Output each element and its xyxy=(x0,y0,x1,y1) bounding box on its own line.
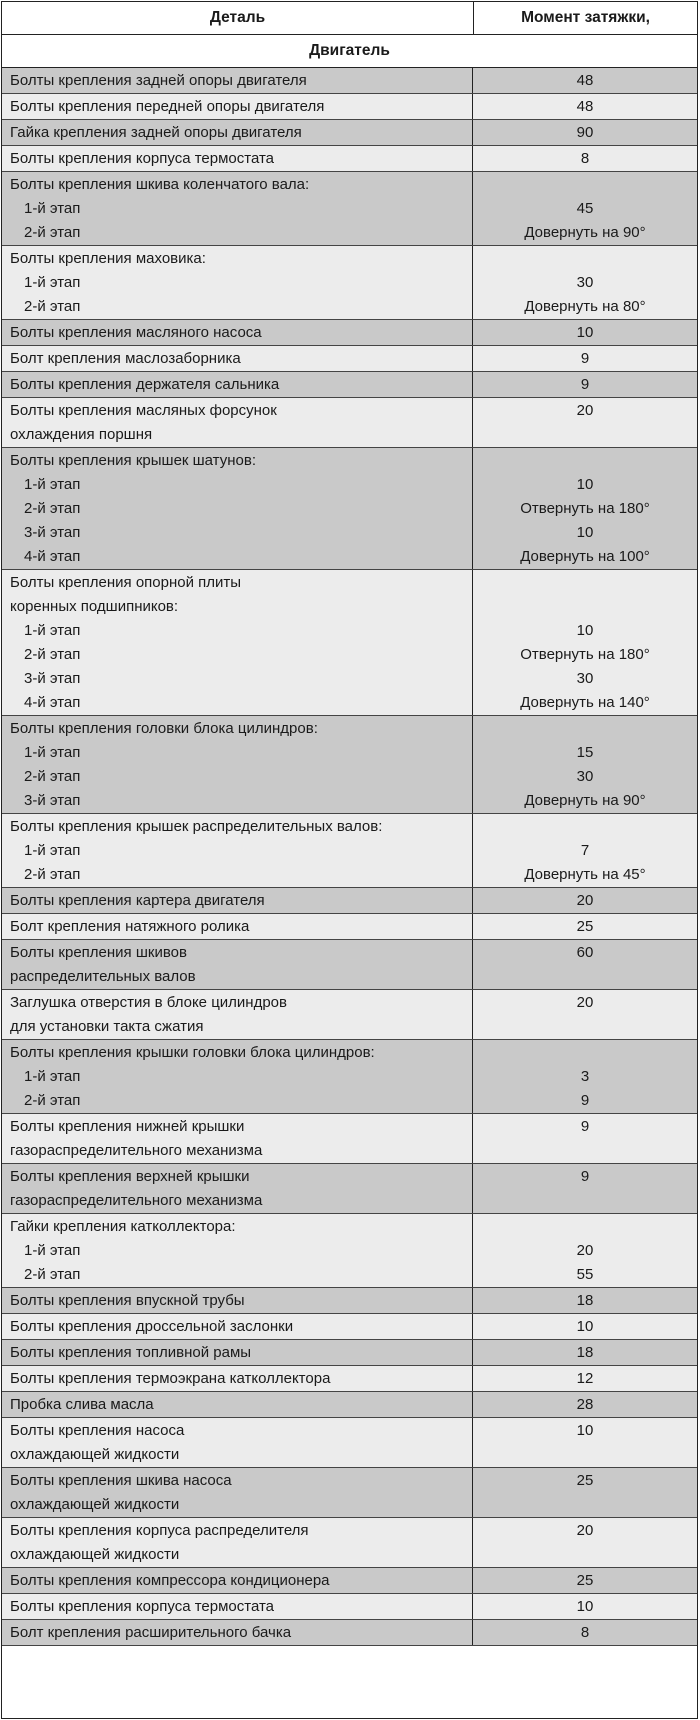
column-header-part: Деталь xyxy=(2,2,474,34)
torque-value-cell xyxy=(473,716,697,813)
torque-value-cell xyxy=(473,1114,697,1163)
torque-value-line: 45 xyxy=(576,200,594,217)
part-name-line: Болты крепления головки блока цилиндров: xyxy=(10,720,318,737)
table-row xyxy=(2,172,697,246)
part-name-cell xyxy=(2,990,473,1039)
part-name-line: Болт крепления маслозаборника xyxy=(10,350,241,367)
part-name-line: охлаждающей жидкости xyxy=(10,1446,180,1463)
part-name-line: 2-й этап xyxy=(24,866,81,883)
table-row xyxy=(2,246,697,320)
torque-value-cell xyxy=(473,172,697,245)
torque-value-cell xyxy=(473,1468,697,1517)
part-name-cell xyxy=(2,1314,473,1339)
torque-value-line: 20 xyxy=(576,1522,594,1539)
torque-value-cell xyxy=(473,146,697,171)
torque-value-cell xyxy=(473,94,697,119)
torque-value-cell xyxy=(473,990,697,1039)
torque-value-line: 8 xyxy=(580,1624,590,1641)
part-name-line: 1-й этап xyxy=(24,842,81,859)
torque-value-line xyxy=(473,247,697,271)
table-row xyxy=(2,398,697,448)
part-name-cell xyxy=(2,68,473,93)
part-name-cell xyxy=(2,1620,473,1645)
torque-value-line: 15 xyxy=(576,744,594,761)
torque-value-line: 10 xyxy=(576,1598,594,1615)
table-row xyxy=(2,146,697,172)
torque-value-line xyxy=(473,449,697,473)
table-row xyxy=(2,320,697,346)
torque-value-line xyxy=(473,1139,697,1163)
torque-value-line xyxy=(473,1215,697,1239)
part-name-cell xyxy=(2,1418,473,1467)
part-name-line: 2-й этап xyxy=(24,298,81,315)
torque-value-line: 48 xyxy=(576,98,594,115)
part-name-line: Болты крепления корпуса термостата xyxy=(10,1598,275,1615)
part-name-cell xyxy=(2,1114,473,1163)
torque-value-line xyxy=(473,1443,697,1467)
part-name-line: Болты крепления картера двигателя xyxy=(10,892,265,909)
part-name-line: Болты крепления компрессора кондиционера xyxy=(10,1572,330,1589)
part-name-cell xyxy=(2,246,473,319)
part-name-line: Заглушка отверстия в блоке цилиндров xyxy=(10,994,287,1011)
part-name-line: Болты крепления впускной трубы xyxy=(10,1292,245,1309)
part-name-cell xyxy=(2,94,473,119)
part-name-line: 2-й этап xyxy=(24,224,81,241)
part-name-line: Болты крепления шкивов xyxy=(10,944,187,961)
part-name-line: 1-й этап xyxy=(24,476,81,493)
table-row xyxy=(2,1288,697,1314)
part-name-line: газораспределительного механизма xyxy=(10,1192,263,1209)
torque-table xyxy=(1,1,698,1719)
table-row xyxy=(2,1340,697,1366)
torque-value-line: 10 xyxy=(576,1318,594,1335)
part-name-cell xyxy=(2,1594,473,1619)
table-row xyxy=(2,1164,697,1214)
torque-value-line: 9 xyxy=(580,376,590,393)
torque-value-cell xyxy=(473,1518,697,1567)
part-name-cell xyxy=(2,1568,473,1593)
part-name-line: 1-й этап xyxy=(24,1242,81,1259)
part-name-cell xyxy=(2,1392,473,1417)
torque-value-line xyxy=(473,595,697,619)
part-name-line: 2-й этап xyxy=(24,500,81,517)
torque-value-line: Отвернуть на 180° xyxy=(520,646,650,663)
part-name-cell xyxy=(2,1288,473,1313)
part-name-line: Болты крепления корпуса распределителя xyxy=(10,1522,309,1539)
torque-value-line: Довернуть на 100° xyxy=(520,548,650,565)
part-name-line: Гайка крепления задней опоры двигателя xyxy=(10,124,302,141)
torque-value-cell xyxy=(473,372,697,397)
table-row xyxy=(2,570,697,716)
part-name-line: Болты крепления крышек шатунов: xyxy=(10,452,256,469)
part-name-line: Болты крепления шкива коленчатого вала: xyxy=(10,176,310,193)
torque-value-cell xyxy=(473,1392,697,1417)
part-name-line: Пробка слива масла xyxy=(10,1396,154,1413)
torque-value-line: 55 xyxy=(576,1266,594,1283)
torque-value-line: 9 xyxy=(580,1092,590,1109)
torque-value-cell xyxy=(473,1620,697,1645)
table-row xyxy=(2,1518,697,1568)
table-row xyxy=(2,1620,697,1646)
part-name-cell xyxy=(2,1340,473,1365)
torque-value-line: 3 xyxy=(580,1068,590,1085)
torque-value-cell xyxy=(473,1214,697,1287)
part-name-cell xyxy=(2,172,473,245)
part-name-line: 4-й этап xyxy=(24,694,81,711)
torque-value-line: 10 xyxy=(576,476,594,493)
torque-value-line: 8 xyxy=(580,150,590,167)
part-name-line: 4-й этап xyxy=(24,548,81,565)
part-name-cell xyxy=(2,346,473,371)
torque-value-line: 9 xyxy=(580,1118,590,1135)
table-row xyxy=(2,120,697,146)
table-row xyxy=(2,1040,697,1114)
torque-value-line xyxy=(473,1189,697,1213)
part-name-line: Болты крепления верхней крышки xyxy=(10,1168,250,1185)
part-name-line: 2-й этап xyxy=(24,646,81,663)
section-title: Двигатель xyxy=(2,35,697,68)
torque-value-cell xyxy=(473,1568,697,1593)
part-name-line: 1-й этап xyxy=(24,1068,81,1085)
table-row xyxy=(2,940,697,990)
part-name-line: Болты крепления насоса xyxy=(10,1422,185,1439)
torque-value-cell xyxy=(473,1288,697,1313)
table-row xyxy=(2,716,697,814)
part-name-cell xyxy=(2,320,473,345)
part-name-line: Болты крепления опорной плиты xyxy=(10,574,242,591)
part-name-line: распределительных валов xyxy=(10,968,196,985)
torque-value-cell xyxy=(473,814,697,887)
part-name-cell xyxy=(2,146,473,171)
part-name-cell xyxy=(2,570,473,715)
torque-value-cell xyxy=(473,246,697,319)
torque-value-cell xyxy=(473,888,697,913)
torque-value-line: 20 xyxy=(576,402,594,419)
torque-value-cell xyxy=(473,68,697,93)
part-name-line: Болты крепления нижней крышки xyxy=(10,1118,245,1135)
part-name-line: для установки такта сжатия xyxy=(10,1018,204,1035)
torque-value-cell xyxy=(473,570,697,715)
column-header-torque: Момент затяжки, xyxy=(521,9,650,26)
torque-value-line: Довернуть на 90° xyxy=(524,792,646,809)
table-row xyxy=(2,814,697,888)
part-name-line: Болты крепления масляных форсунок xyxy=(10,402,277,419)
part-name-cell xyxy=(2,372,473,397)
part-name-line: газораспределительного механизма xyxy=(10,1142,263,1159)
torque-value-line: 90 xyxy=(576,124,594,141)
torque-value-line: 18 xyxy=(576,1344,594,1361)
part-name-line: 1-й этап xyxy=(24,200,81,217)
part-name-cell xyxy=(2,448,473,569)
part-name-cell xyxy=(2,888,473,913)
torque-value-line xyxy=(473,173,697,197)
torque-value-cell xyxy=(473,1040,697,1113)
part-name-line: Болты крепления масляного насоса xyxy=(10,324,262,341)
torque-value-line xyxy=(473,571,697,595)
torque-value-line: 20 xyxy=(576,1242,594,1259)
part-name-line: Болты крепления маховика: xyxy=(10,250,206,267)
table-row xyxy=(2,372,697,398)
part-name-line: 2-й этап xyxy=(24,1092,81,1109)
torque-value-line: Довернуть на 90° xyxy=(524,224,646,241)
table-header xyxy=(2,2,697,35)
part-name-line: охлаждающей жидкости xyxy=(10,1546,180,1563)
part-name-cell xyxy=(2,1518,473,1567)
table-body xyxy=(2,68,697,1646)
part-name-line: Гайки крепления катколлектора: xyxy=(10,1218,236,1235)
part-name-line: Болты крепления дроссельной заслонки xyxy=(10,1318,294,1335)
torque-value-cell xyxy=(473,398,697,447)
part-name-line: Болты крепления передней опоры двигателя xyxy=(10,98,325,115)
part-name-line: Болты крепления задней опоры двигателя xyxy=(10,72,307,89)
part-name-line: Болты крепления шкива насоса xyxy=(10,1472,232,1489)
part-name-cell xyxy=(2,120,473,145)
part-name-line: 1-й этап xyxy=(24,744,81,761)
part-name-line: Болты крепления корпуса термостата xyxy=(10,150,275,167)
torque-value-line: Отвернуть на 180° xyxy=(520,500,650,517)
torque-value-line: 30 xyxy=(576,274,594,291)
part-name-line: охлаждения поршня xyxy=(10,426,153,443)
torque-value-line: 25 xyxy=(576,918,594,935)
table-row xyxy=(2,914,697,940)
part-name-line: Болты крепления топливной рамы xyxy=(10,1344,252,1361)
torque-value-line: Довернуть на 45° xyxy=(524,866,646,883)
part-name-line: Болт крепления натяжного ролика xyxy=(10,918,250,935)
torque-value-cell xyxy=(473,120,697,145)
table-row xyxy=(2,888,697,914)
table-row xyxy=(2,990,697,1040)
torque-value-line: 25 xyxy=(576,1472,594,1489)
part-name-cell xyxy=(2,1468,473,1517)
torque-value-cell xyxy=(473,1418,697,1467)
part-name-line: 2-й этап xyxy=(24,1266,81,1283)
torque-value-line: 10 xyxy=(576,622,594,639)
torque-value-cell xyxy=(473,448,697,569)
part-name-line: охлаждающей жидкости xyxy=(10,1496,180,1513)
table-row xyxy=(2,448,697,570)
table-row xyxy=(2,1594,697,1620)
part-name-line: Болты крепления крышек распределительных валов: xyxy=(10,818,383,835)
part-name-line: Болты крепления термоэкрана катколлектора xyxy=(10,1370,331,1387)
torque-value-line: 20 xyxy=(576,892,594,909)
torque-value-line: 25 xyxy=(576,1572,594,1589)
table-row xyxy=(2,1314,697,1340)
part-name-cell xyxy=(2,398,473,447)
part-name-cell xyxy=(2,1214,473,1287)
table-row xyxy=(2,1468,697,1518)
table-row xyxy=(2,1114,697,1164)
part-name-cell xyxy=(2,1040,473,1113)
torque-value-line: 7 xyxy=(580,842,590,859)
table-row xyxy=(2,1568,697,1594)
torque-value-line: 10 xyxy=(576,324,594,341)
part-name-line: 3-й этап xyxy=(24,792,81,809)
part-name-cell xyxy=(2,940,473,989)
part-name-line: Болты крепления крышки головки блока цилиндров: xyxy=(10,1044,375,1061)
torque-value-line xyxy=(473,1015,697,1039)
table-row xyxy=(2,346,697,372)
part-name-line: Болт крепления расширительного бачка xyxy=(10,1624,292,1641)
torque-value-line: Довернуть на 80° xyxy=(524,298,646,315)
torque-value-line: 18 xyxy=(576,1292,594,1309)
torque-value-line: 9 xyxy=(580,1168,590,1185)
torque-value-line: 30 xyxy=(576,768,594,785)
torque-value-cell xyxy=(473,914,697,939)
part-name-line: 2-й этап xyxy=(24,768,81,785)
torque-value-cell xyxy=(473,346,697,371)
torque-value-line: Довернуть на 140° xyxy=(520,694,650,711)
part-name-line: Болты крепления держателя сальника xyxy=(10,376,280,393)
torque-value-line: 30 xyxy=(576,670,594,687)
torque-value-line xyxy=(473,965,697,989)
torque-value-line: 60 xyxy=(576,944,594,961)
torque-value-line: 10 xyxy=(576,1422,594,1439)
torque-value-cell xyxy=(473,1164,697,1213)
torque-value-cell xyxy=(473,1340,697,1365)
part-name-line: 3-й этап xyxy=(24,524,81,541)
torque-value-line xyxy=(473,1493,697,1517)
part-name-cell xyxy=(2,814,473,887)
table-row xyxy=(2,94,697,120)
table-row xyxy=(2,1214,697,1288)
torque-value-line: 48 xyxy=(576,72,594,89)
torque-value-line: 12 xyxy=(576,1370,594,1387)
table-row xyxy=(2,1366,697,1392)
torque-value-cell xyxy=(473,1594,697,1619)
torque-value-line xyxy=(473,1041,697,1065)
torque-value-line: 20 xyxy=(576,994,594,1011)
torque-value-line xyxy=(473,815,697,839)
torque-value-cell xyxy=(473,320,697,345)
torque-value-cell xyxy=(473,940,697,989)
part-name-line: коренных подшипников: xyxy=(10,598,179,615)
torque-value-cell xyxy=(473,1314,697,1339)
part-name-line: 1-й этап xyxy=(24,274,81,291)
part-name-cell xyxy=(2,1164,473,1213)
table-row xyxy=(2,1418,697,1468)
torque-value-cell xyxy=(473,1366,697,1391)
torque-value-line xyxy=(473,423,697,447)
table-row xyxy=(2,1392,697,1418)
torque-value-line xyxy=(473,1543,697,1567)
part-name-cell xyxy=(2,914,473,939)
part-name-cell xyxy=(2,1366,473,1391)
torque-value-line: 9 xyxy=(580,350,590,367)
part-name-cell xyxy=(2,716,473,813)
part-name-line: 3-й этап xyxy=(24,670,81,687)
table-row xyxy=(2,68,697,94)
torque-value-line: 28 xyxy=(576,1396,594,1413)
part-name-line: 1-й этап xyxy=(24,622,81,639)
torque-value-line xyxy=(473,717,697,741)
torque-value-line: 10 xyxy=(576,524,594,541)
